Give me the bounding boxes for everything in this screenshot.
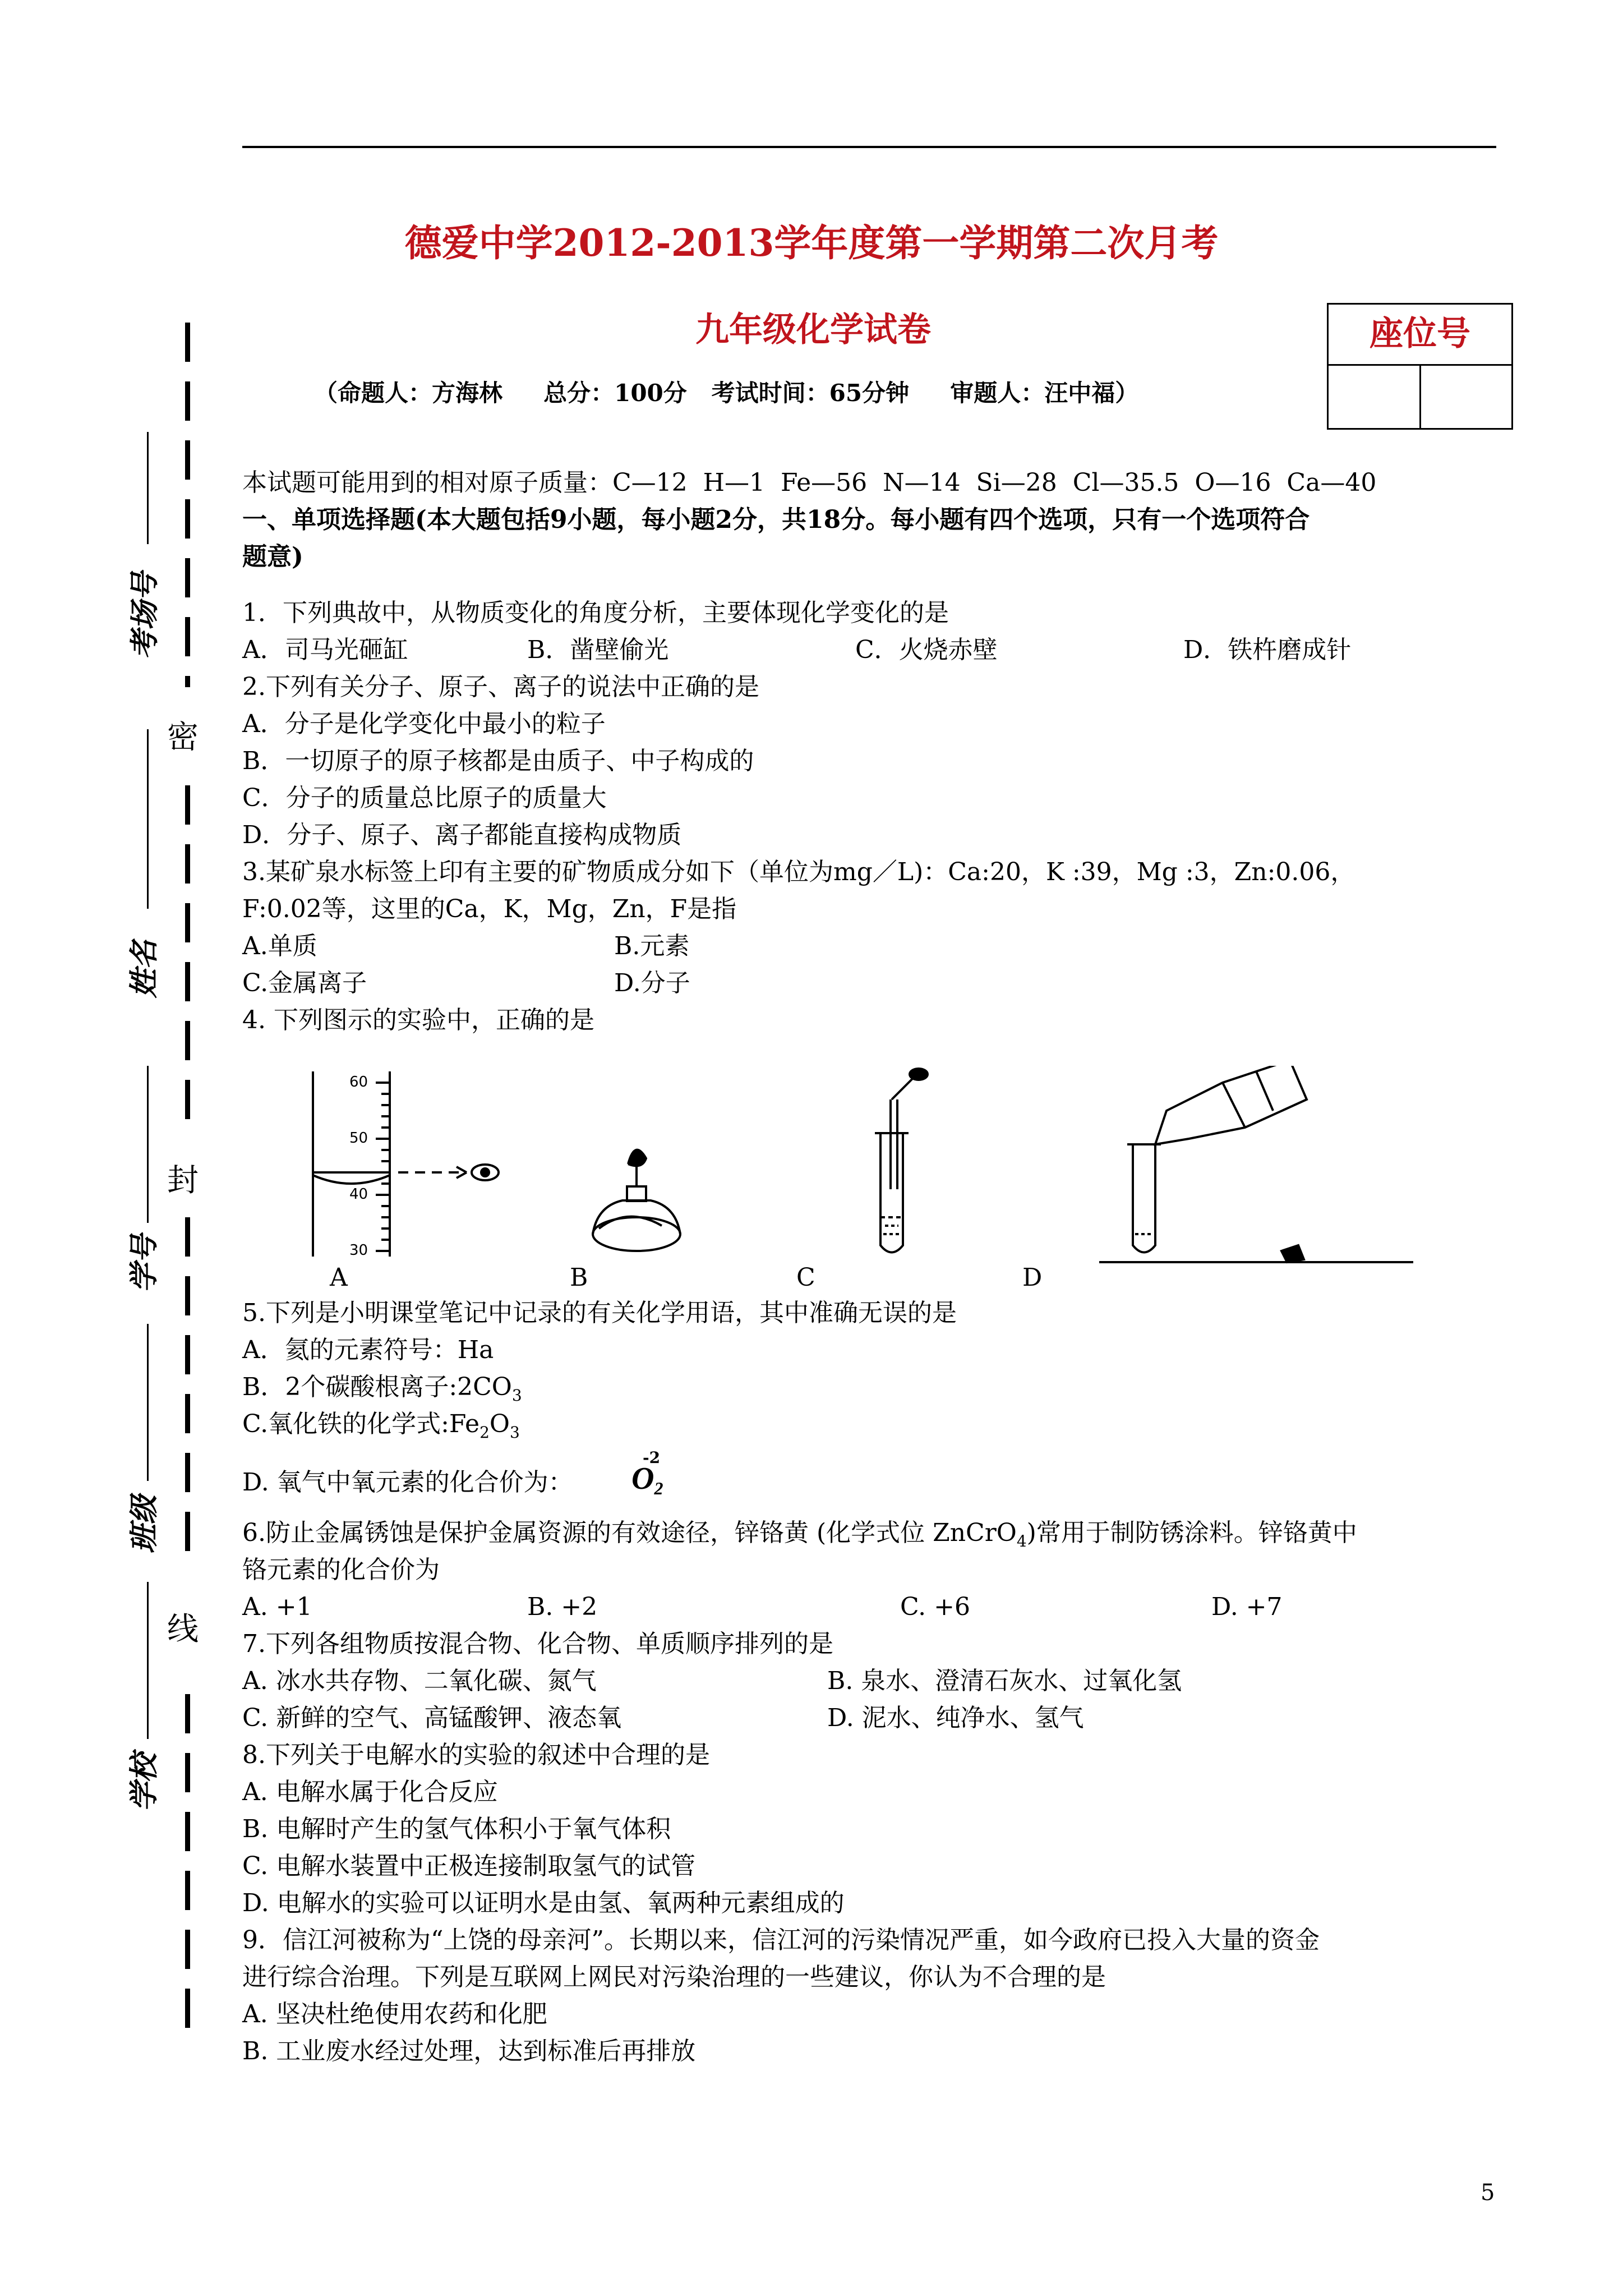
question-2-stem: 2.下列有关分子、原子、离子的说法中正确的是 xyxy=(242,673,759,701)
seat-number-cell[interactable] xyxy=(1419,366,1512,430)
seat-number-label: 座位号 xyxy=(1329,305,1511,366)
question-2-option-c[interactable]: C．分子的质量总比原子的质量大 xyxy=(242,784,607,812)
oxidation-state-label: -2 xyxy=(643,1448,661,1467)
scale-label-60: 60 xyxy=(349,1074,368,1091)
question-4-figures xyxy=(292,1066,1525,1268)
binding-dash xyxy=(185,1989,190,2028)
header-rule xyxy=(242,146,1496,148)
exam-subtitle: 九年级化学试卷 xyxy=(695,310,931,349)
binding-dash xyxy=(185,1453,190,1492)
question-1-stem: 1．下列典故中，从物质变化的角度分析，主要体现化学变化的是 xyxy=(242,599,949,627)
figure-label-c[interactable]: C xyxy=(796,1263,815,1292)
binding-dash xyxy=(185,1394,190,1433)
binding-label-class: 班级 xyxy=(127,1495,162,1554)
binding-dash xyxy=(185,1812,190,1851)
question-6-stem: 6.防止金属锈蚀是保护金属资源的有效途径，锌铬黄 (化学式位 ZnCrO$_4$)常用于制防锈涂料。锌铬黄中 xyxy=(242,1519,1357,1550)
binding-dash xyxy=(185,558,190,597)
seal-feng: 封 xyxy=(167,1162,199,1199)
binding-dash xyxy=(185,903,190,942)
question-2-option-a[interactable]: A．分子是化学变化中最小的粒子 xyxy=(242,710,606,738)
question-4-stem: 4. 下列图示的实验中，正确的是 xyxy=(242,1006,594,1034)
binding-dash xyxy=(185,1276,190,1315)
section-1-heading: 一、单项选择题(本大题包括9小题，每小题2分，共18分。每小题有四个选项，只有一个选项符合 xyxy=(242,505,1310,534)
figure-label-b[interactable]: B xyxy=(570,1263,588,1292)
question-7-option-b[interactable]: B. 泉水、澄清石灰水、过氧化氢 xyxy=(827,1667,1182,1695)
question-3-option-a[interactable]: A.单质 xyxy=(242,932,317,960)
exam-title: 德爱中学2012-2013学年度第一学期第二次月考 xyxy=(404,221,1219,265)
question-6-option-a[interactable]: A. +1 xyxy=(242,1593,312,1621)
binding-dash xyxy=(185,1217,190,1257)
binding-dash xyxy=(185,499,190,539)
binding-dash xyxy=(185,440,190,480)
question-3-option-d[interactable]: D.分子 xyxy=(614,969,690,997)
binding-dash xyxy=(185,1753,190,1792)
binding-dash xyxy=(185,1512,190,1551)
binding-dash xyxy=(185,323,190,362)
question-3-option-b[interactable]: B.元素 xyxy=(614,932,690,960)
question-9-stem: 9．信江河被称为“上饶的母亲河”。长期以来，信江河的污染情况严重，如今政府已投入大量的资金 xyxy=(242,1926,1320,1954)
question-2-option-d[interactable]: D．分子、原子、离子都能直接构成物质 xyxy=(242,821,682,849)
figure-label-a[interactable]: A xyxy=(330,1263,348,1292)
binding-dash xyxy=(185,1694,190,1733)
atomic-mass-intro: 本试题可能用到的相对原子质量：C—12 H—1 Fe—56 N—14 Si—28 Cl—35.5 O—16 Ca—40 xyxy=(242,468,1377,497)
question-9-option-a[interactable]: A. 坚决杜绝使用农药和化肥 xyxy=(242,2000,547,2028)
binding-dash xyxy=(185,785,190,825)
binding-dash xyxy=(185,1021,190,1060)
question-7-option-a[interactable]: A. 冰水共存物、二氧化碳、氮气 xyxy=(242,1667,597,1695)
binding-dash xyxy=(185,617,190,656)
binding-answer-line xyxy=(147,729,149,909)
page-number: 5 xyxy=(1481,2180,1495,2206)
binding-margin xyxy=(0,0,236,2296)
scale-label-40: 40 xyxy=(349,1186,368,1203)
question-3-stem: 3.某矿泉水标签上印有主要的矿物质成分如下（单位为mg／L)：Ca:20，K :39，Mg :3，Zn:0.06， xyxy=(242,858,1355,886)
question-7-stem: 7.下列各组物质按混合物、化合物、单质顺序排列的是 xyxy=(242,1630,833,1658)
binding-label-student-id: 学号 xyxy=(127,1234,162,1293)
question-3-stem-cont: F:0.02等，这里的Ca，K，Mg，Zn，F是指 xyxy=(242,895,737,923)
binding-answer-line xyxy=(147,432,149,544)
question-8-option-d[interactable]: D. 电解水的实验可以证明水是由氢、氧两种元素组成的 xyxy=(242,1889,845,1917)
question-6-stem-cont: 铬元素的化合价为 xyxy=(242,1556,440,1584)
scale-label-50: 50 xyxy=(349,1130,368,1147)
question-5-option-d[interactable]: D. 氧气中氧元素的化合价为： xyxy=(242,1468,573,1497)
binding-dash xyxy=(185,676,190,687)
seal-xian: 线 xyxy=(167,1611,199,1648)
binding-dash xyxy=(185,381,190,421)
question-3-option-c[interactable]: C.金属离子 xyxy=(242,969,367,997)
figure-d-pouring-liquid xyxy=(1099,1066,1413,1262)
question-9-stem-cont: 进行综合治理。下列是互联网上网民对污染治理的一些建议，你认为不合理的是 xyxy=(242,1963,1106,1991)
seat-number-box xyxy=(1327,303,1513,430)
question-7-option-c[interactable]: C. 新鲜的空气、高锰酸钾、液态氧 xyxy=(242,1704,622,1732)
figure-b-alcohol-lamp xyxy=(593,1150,680,1251)
question-5-option-c[interactable]: C.氧化铁的化学式$:Fe_2O_3$ xyxy=(242,1410,520,1442)
binding-dash xyxy=(185,1930,190,1969)
binding-dash xyxy=(185,1871,190,1910)
binding-dash xyxy=(185,1080,190,1119)
question-6-option-b[interactable]: B. +2 xyxy=(527,1593,598,1621)
question-7-option-d[interactable]: D. 泥水、纯净水、氢气 xyxy=(827,1704,1084,1732)
section-1-heading-cont: 题意) xyxy=(242,542,303,571)
exam-meta: （命题人：方海林 总分：100分 考试时间：65分钟 审题人：汪中福） xyxy=(314,379,1139,407)
question-5-option-a[interactable]: A．氦的元素符号：Ha xyxy=(242,1336,494,1364)
binding-dash xyxy=(185,1335,190,1374)
binding-dash xyxy=(185,962,190,1001)
question-1-option-a[interactable]: A．司马光砸缸 xyxy=(242,636,408,664)
question-1-option-b[interactable]: B．凿壁偷光 xyxy=(527,636,669,664)
question-8-option-b[interactable]: B. 电解时产生的氢气体积小于氧气体积 xyxy=(242,1815,671,1843)
binding-label-school: 学校 xyxy=(127,1753,162,1812)
question-8-stem: 8.下列关于电解水的实验的叙述中合理的是 xyxy=(242,1741,710,1769)
question-1-option-c[interactable]: C．火烧赤壁 xyxy=(855,636,998,664)
question-2-option-b[interactable]: B．一切原子的原子核都是由质子、中子构成的 xyxy=(242,747,754,775)
binding-answer-line xyxy=(147,1582,149,1739)
scale-label-30: 30 xyxy=(349,1242,368,1259)
question-8-option-c[interactable]: C. 电解水装置中正极连接制取氢气的试管 xyxy=(242,1852,696,1880)
seat-number-cell[interactable] xyxy=(1329,366,1419,430)
seal-mi: 密 xyxy=(167,719,199,756)
oxygen-formula: $O_2$ xyxy=(631,1461,663,1498)
binding-label-name: 姓名 xyxy=(127,940,162,999)
question-9-option-b[interactable]: B. 工业废水经过处理，达到标准后再排放 xyxy=(242,2037,696,2065)
binding-answer-line xyxy=(147,1066,149,1223)
question-5-stem: 5.下列是小明课堂笔记中记录的有关化学用语，其中准确无误的是 xyxy=(242,1299,957,1327)
figure-label-d[interactable]: D xyxy=(1022,1263,1043,1292)
binding-answer-line xyxy=(147,1324,149,1481)
binding-label-exam-room: 考场号 xyxy=(127,572,162,660)
figure-c-test-tube-dropper xyxy=(875,1069,928,1253)
binding-dash xyxy=(185,844,190,884)
question-6-option-d[interactable]: D. +7 xyxy=(1211,1593,1283,1621)
question-6-option-c[interactable]: C. +6 xyxy=(900,1593,970,1621)
question-8-option-a[interactable]: A. 电解水属于化合反应 xyxy=(242,1778,498,1806)
question-5-option-b[interactable]: B．2个碳酸根离子$:2CO_3$ xyxy=(242,1373,522,1405)
figure-a-graduated-cylinder xyxy=(313,1071,499,1257)
question-1-option-d[interactable]: D．铁杵磨成针 xyxy=(1183,636,1352,664)
